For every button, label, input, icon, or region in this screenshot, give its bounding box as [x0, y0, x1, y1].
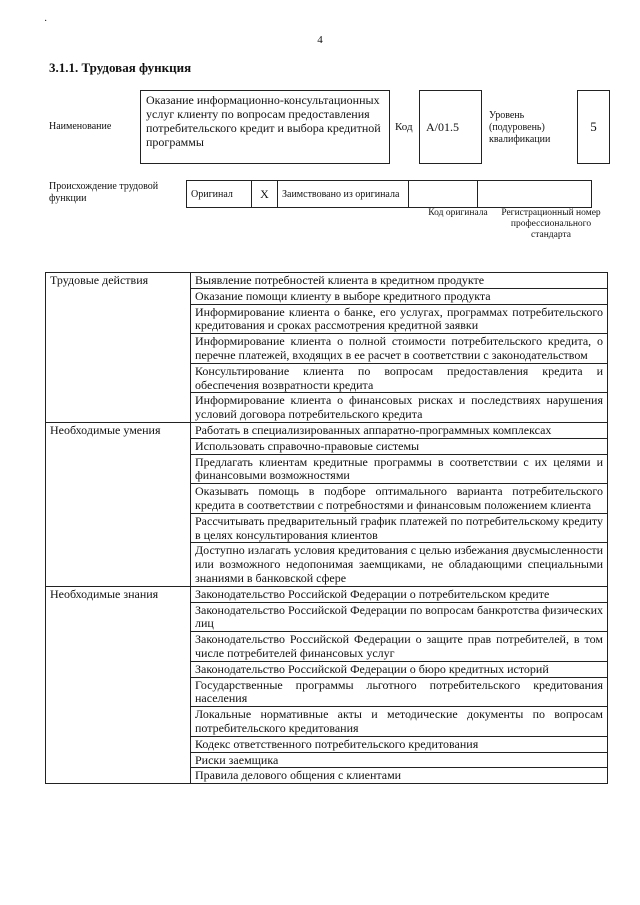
table-row	[46, 602, 608, 632]
section-title-spacer	[46, 438, 191, 454]
table-row	[46, 273, 608, 289]
level-label: Уровень (подуровень) квалификации	[489, 110, 551, 145]
original-code-cell	[409, 181, 478, 208]
table-row	[46, 661, 608, 677]
origin-label: Происхождение трудовой функции	[49, 181, 159, 204]
level-value-box: 5	[577, 90, 610, 164]
section-title-spacer	[46, 768, 191, 784]
function-details-table	[45, 272, 608, 784]
section-title-spacer	[46, 661, 191, 677]
section-title-spacer	[46, 288, 191, 304]
row-text: Предлагать клиентам кредитные программы в соответствии с их целями и финансовыми возможностями	[191, 454, 608, 484]
row-text: Доступно излагать условия кредитования с целью избежания двусмысленности или возможного недопонимая заемщиками, не обладающими специальными знаниями в банковской сфере	[191, 543, 608, 586]
row-text: Информирование клиента о финансовых рисках и последствиях нарушения условий договора потребительского кредита	[191, 393, 608, 423]
row-text: Законодательство Российской Федерации по вопросам банкротства физических лиц	[191, 602, 608, 632]
row-text: Оказывать помощь в подборе оптимального варианта потребительского кредита в соответствии с потребностями и финансовым положением клиента	[191, 484, 608, 514]
table-row	[46, 304, 608, 334]
table-row	[46, 438, 608, 454]
row-text: Законодательство Российской Федерации о бюро кредитных историй	[191, 661, 608, 677]
row-text: Консультирование клиента по вопросам предоставления кредита и обеспечения возвратности кредита	[191, 363, 608, 393]
origin-table	[186, 180, 592, 208]
section-title-spacer	[46, 363, 191, 393]
table-row	[46, 752, 608, 768]
section-title-spacer	[46, 484, 191, 514]
row-text: Информирование клиента о полной стоимости потребительского кредита, о перечне платежей, входящих в ее расчет в соответствии с законодательством	[191, 334, 608, 364]
name-label: Наименование	[49, 121, 112, 132]
row-text: Использовать справочно-правовые системы	[191, 438, 608, 454]
code-value-box: A/01.5	[419, 90, 482, 164]
row-text: Локальные нормативные акты и методические документы по вопросам потребительского кредитования	[191, 707, 608, 737]
row-text: Правила делового общения с клиентами	[191, 768, 608, 784]
section-title: Необходимые знания	[46, 586, 191, 602]
section-title: Трудовые действия	[46, 273, 191, 289]
table-row	[46, 363, 608, 393]
table-row	[46, 768, 608, 784]
table-row	[46, 334, 608, 364]
table-row	[46, 393, 608, 423]
table-row	[46, 586, 608, 602]
row-text: Кодекс ответственного потребительского кредитования	[191, 736, 608, 752]
table-row	[46, 484, 608, 514]
row-text: Выявление потребностей клиента в кредитном продукте	[191, 273, 608, 289]
section-title-spacer	[46, 752, 191, 768]
section-title-spacer	[46, 632, 191, 662]
borrowed-label-cell: Заимствовано из оригинала	[278, 181, 409, 208]
row-text: Риски заемщика	[191, 752, 608, 768]
table-row	[46, 513, 608, 543]
section-title-spacer	[46, 393, 191, 423]
table-row	[46, 543, 608, 586]
row-text: Законодательство Российской Федерации о защите прав потребителей, в том числе потребителей финансовых услуг	[191, 632, 608, 662]
section-heading: 3.1.1. Трудовая функция	[49, 60, 192, 75]
code-label: Код	[395, 121, 413, 133]
row-text: Законодательство Российской Федерации о потребительском кредите	[191, 586, 608, 602]
section-title-spacer	[46, 602, 191, 632]
section-title-spacer	[46, 707, 191, 737]
table-row	[46, 707, 608, 737]
section-title-spacer	[46, 543, 191, 586]
section-title-spacer	[46, 334, 191, 364]
page-number: 4	[317, 34, 323, 46]
row-text: Информирование клиента о банке, его услугах, программах потребительского кредитования и сроках рассмотрения кредитной заявки	[191, 304, 608, 334]
registration-caption: Регистрационный номер профессионального стандарта	[501, 208, 601, 240]
table-row	[46, 422, 608, 438]
code-original-caption: Код оригинала	[428, 208, 488, 218]
function-name-box: Оказание информационно-консультационных услуг клиенту по вопросам предоставления потребительского кредит и выбора кредитной программы	[140, 90, 390, 164]
original-label-cell: Оригинал	[187, 181, 252, 208]
row-text: Рассчитывать предварительный график платежей по потребительскому кредиту в целях консультирования клиентов	[191, 513, 608, 543]
original-mark-cell: X	[252, 181, 278, 208]
table-row	[46, 454, 608, 484]
registration-number-cell	[478, 181, 592, 208]
section-title-spacer	[46, 454, 191, 484]
table-row	[46, 632, 608, 662]
section-title-spacer	[46, 677, 191, 707]
table-row	[46, 288, 608, 304]
row-text: Оказание помощи клиенту в выборе кредитного продукта	[191, 288, 608, 304]
table-row	[46, 677, 608, 707]
table-row	[46, 736, 608, 752]
row-text: Работать в специализированных аппаратно-программных комплексах	[191, 422, 608, 438]
section-title: Необходимые умения	[46, 422, 191, 438]
row-text: Государственные программы льготного потребительского кредитования населения	[191, 677, 608, 707]
scan-mark: ·	[44, 16, 48, 27]
section-title-spacer	[46, 736, 191, 752]
section-title-spacer	[46, 513, 191, 543]
section-title-spacer	[46, 304, 191, 334]
